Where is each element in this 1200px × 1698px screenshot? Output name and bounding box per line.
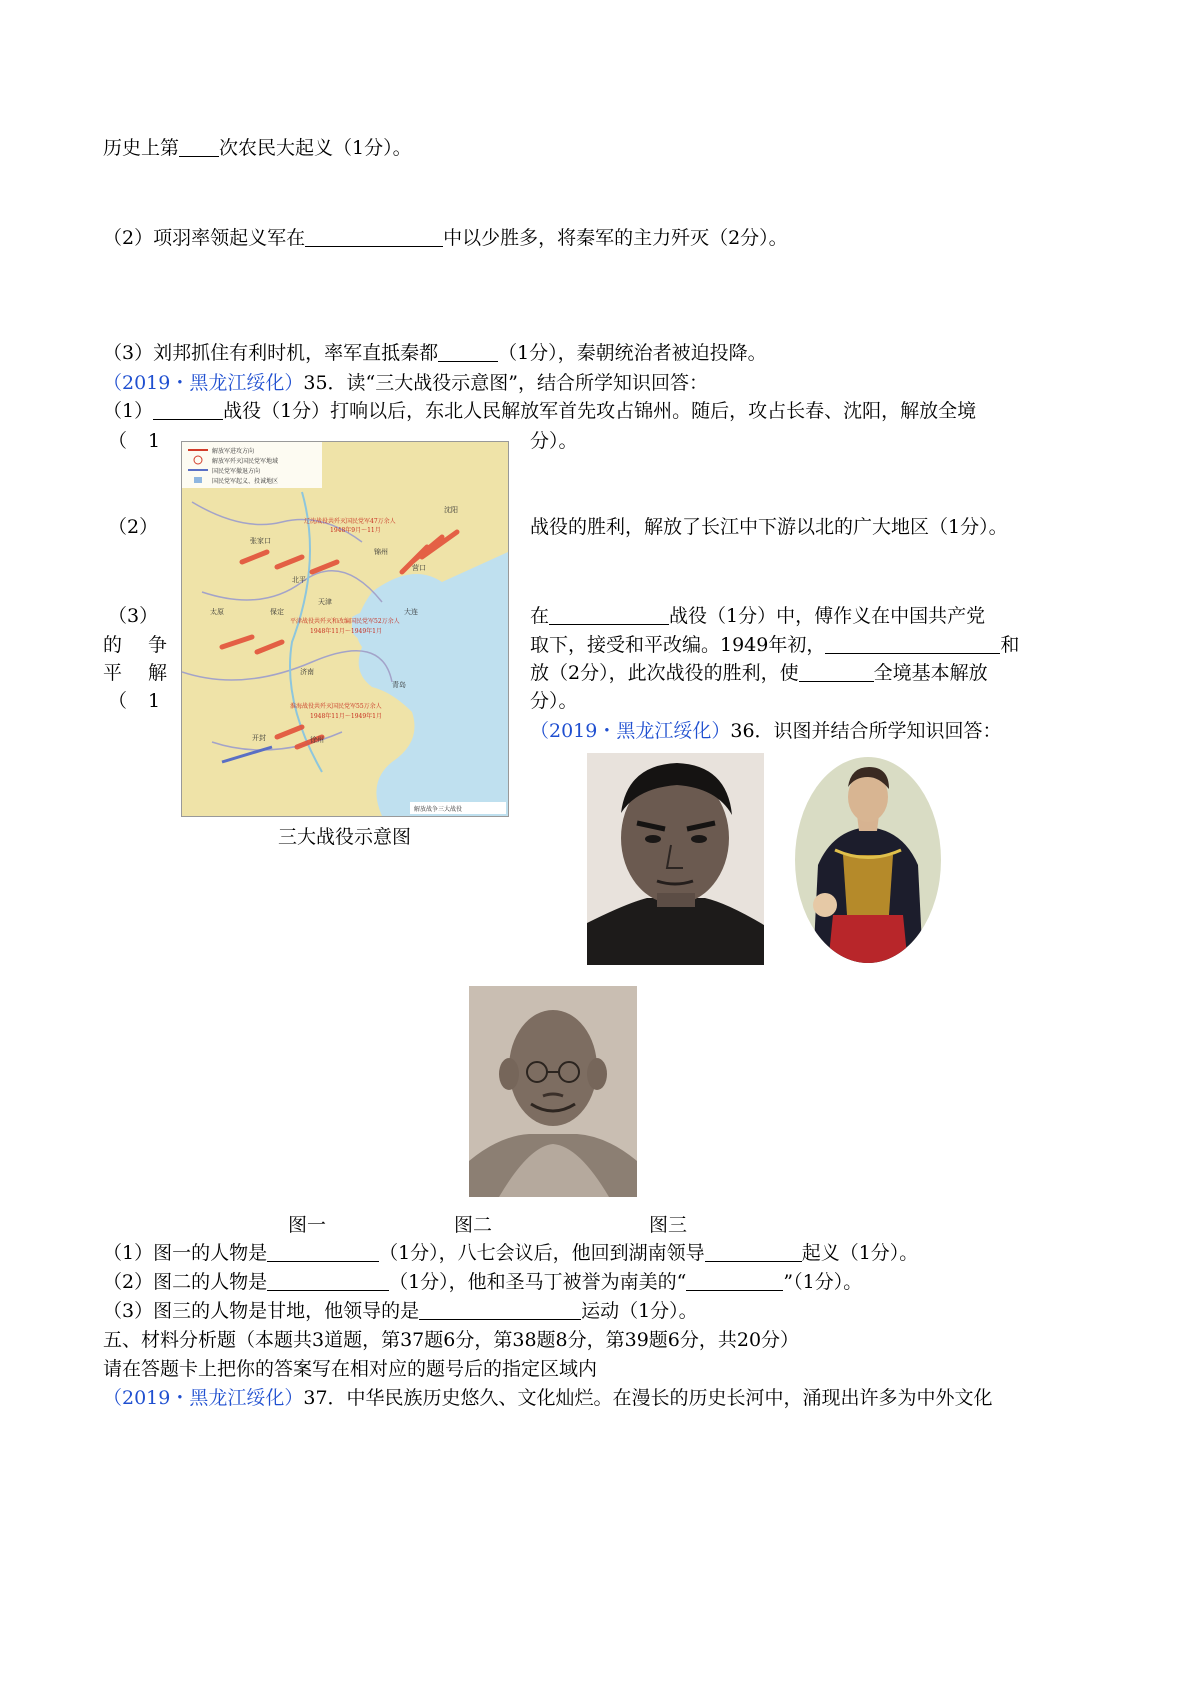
text: （1分），秦朝统治者被迫投降。 — [498, 342, 767, 364]
text: 历史上第 — [103, 137, 180, 159]
map-label-liaoshen: 辽沈战役共歼灭国民党军47万余人 — [304, 518, 396, 525]
source-tag: （2019・黑龙江绥化） — [103, 1387, 304, 1409]
text: 战役（1分）打响以后，东北人民解放军首先攻占锦州。随后，攻占长春、沈阳，解放全境 — [223, 400, 977, 422]
q36-part-3 — [103, 1298, 698, 1324]
text: （3）图三的人物是甘地，他领导的是 — [103, 1300, 420, 1322]
wrap-fragment: 分）。 — [530, 690, 578, 712]
map-place: 开封 — [252, 734, 266, 742]
map-place: 锦州 — [374, 548, 388, 556]
wrap-fragment: （ — [108, 430, 128, 452]
map-place: 天津 — [318, 598, 332, 606]
q35-part-2-num: （2） — [108, 516, 159, 538]
answer-blank[interactable] — [267, 1270, 389, 1291]
map-legend-4: 国民党军起义、投诚地区 — [212, 478, 279, 485]
portrait-3-graphic — [469, 986, 637, 1197]
q37-stem — [103, 1385, 993, 1411]
portrait-2-graphic — [793, 755, 943, 965]
three-campaigns-map — [181, 441, 509, 817]
wrap-fragment: 1 — [148, 690, 161, 712]
figure-2-caption: 图二 — [454, 1214, 493, 1236]
text: （3）刘邦抓住有利时机，率军直抵秦都 — [103, 342, 439, 364]
figure-3-portrait — [469, 986, 637, 1197]
answer-blank[interactable] — [705, 1241, 802, 1262]
map-graphic — [182, 442, 508, 816]
q36-part-1 — [103, 1240, 918, 1266]
q35-stem — [103, 370, 708, 396]
map-place: 沈阳 — [444, 506, 458, 514]
q35-part-3-num: （3） — [108, 605, 159, 627]
q36-stem — [530, 718, 1002, 744]
map-label-huaihai-date: 1948年11月～1949年1月 — [310, 713, 382, 720]
question-stem: 36．识图并结合所学知识回答： — [730, 720, 1002, 742]
text: ”（1分）。 — [783, 1271, 863, 1293]
answer-blank[interactable] — [267, 1241, 379, 1262]
answer-blank[interactable] — [305, 226, 443, 247]
map-place: 青岛 — [392, 681, 406, 689]
map-place: 张家口 — [250, 537, 271, 545]
map-place: 北平 — [292, 576, 306, 584]
text: 起义（1分）。 — [801, 1242, 919, 1264]
text: 战役（1分）中，傅作义在中国共产党 — [669, 605, 986, 627]
map-title-stamp: 解放战争三大战役 — [414, 806, 463, 813]
answer-blank[interactable] — [549, 604, 669, 625]
text: 和 — [1000, 634, 1020, 656]
answer-blank[interactable] — [438, 341, 498, 362]
answer-blank[interactable] — [799, 661, 874, 682]
map-place: 营口 — [412, 564, 426, 572]
q34-line-3 — [103, 340, 767, 366]
map-place: 大连 — [404, 608, 418, 616]
answer-blank[interactable] — [179, 136, 219, 157]
answer-blank[interactable] — [153, 399, 223, 420]
wrap-fragment: 争 — [148, 634, 168, 656]
figure-1-portrait — [587, 753, 764, 965]
text: （2）项羽率领起义军在 — [103, 227, 306, 249]
map-legend-2: 解放军歼灭国民党军地域 — [212, 458, 279, 465]
map-caption: 三大战役示意图 — [278, 826, 412, 848]
source-tag: （2019・黑龙江绥化） — [530, 720, 731, 742]
question-stem: 37．中华民族历史悠久、文化灿烂。在漫长的历史长河中，涌现出许多为中外文化 — [303, 1387, 993, 1409]
text: （2）图二的人物是 — [103, 1271, 268, 1293]
section-note: 请在答题卡上把你的答案写在相对应的题号后的指定区域内 — [103, 1358, 598, 1380]
wrap-fragment: 平 — [103, 662, 123, 684]
q36-part-2 — [103, 1269, 862, 1295]
q35-part-2-text: 战役的胜利，解放了长江中下游以北的广大地区（1分）。 — [530, 516, 1008, 538]
q34-line-2 — [103, 225, 788, 251]
map-place: 太原 — [210, 608, 224, 616]
q35-part-3-line-a — [530, 603, 985, 629]
figure-1-caption: 图一 — [288, 1214, 327, 1236]
text: （1）图一的人物是 — [103, 1242, 268, 1264]
text: 运动（1分）。 — [581, 1300, 698, 1322]
map-place: 保定 — [270, 608, 284, 616]
text: 在 — [530, 605, 550, 627]
figure-2-portrait — [793, 755, 943, 965]
text: （1分），他和圣马丁被誉为南美的“ — [389, 1271, 687, 1293]
map-label-pingjin-date: 1948年11月～1949年1月 — [310, 628, 382, 635]
q34-line-a — [103, 135, 412, 161]
question-stem: 35．读“三大战役示意图”，结合所学知识回答： — [303, 372, 708, 394]
wrap-fragment: 1 — [148, 430, 161, 452]
text: 次农民大起义（1分）。 — [219, 137, 412, 159]
answer-blank[interactable] — [419, 1299, 581, 1320]
q35-part-3-line-b — [530, 632, 1019, 658]
figure-3-caption: 图三 — [649, 1214, 688, 1236]
text: 取下，接受和平改编。1949年初， — [530, 634, 826, 656]
map-label-liaoshen-date: 1948年9月～11月 — [330, 527, 381, 534]
text: （1） — [103, 400, 154, 422]
text: 全境基本解放 — [873, 662, 988, 684]
map-label-huaihai: 淮海战役共歼灭国民党军55万余人 — [290, 703, 382, 710]
section-title: 五、材料分析题（本题共3道题，第37题6分，第38题8分，第39题6分，共20分） — [103, 1329, 800, 1351]
answer-blank[interactable] — [825, 633, 1000, 654]
source-tag: （2019・黑龙江绥化） — [103, 372, 304, 394]
map-legend-3: 国民党军撤退方向 — [212, 468, 261, 475]
map-place: 徐州 — [310, 736, 324, 744]
answer-blank[interactable] — [686, 1270, 783, 1291]
wrap-fragment: （ — [108, 690, 128, 712]
wrap-fragment: 分）。 — [530, 430, 578, 452]
wrap-fragment: 解 — [148, 662, 168, 684]
map-label-pingjin: 平津战役共歼灭和改编国民党军52万余人 — [290, 618, 400, 625]
portrait-1-graphic — [587, 753, 764, 965]
q35-part-1 — [103, 398, 976, 424]
text: 放（2分），此次战役的胜利，使 — [530, 662, 799, 684]
text: 中以少胜多，将秦军的主力歼灭（2分）。 — [443, 227, 788, 249]
map-place: 济南 — [300, 668, 314, 676]
map-legend-1: 解放军进攻方向 — [212, 448, 255, 455]
text: （1分），八七会议后，他回到湖南领导 — [379, 1242, 705, 1264]
wrap-fragment: 的 — [103, 634, 123, 656]
q35-part-3-line-c — [530, 660, 988, 686]
